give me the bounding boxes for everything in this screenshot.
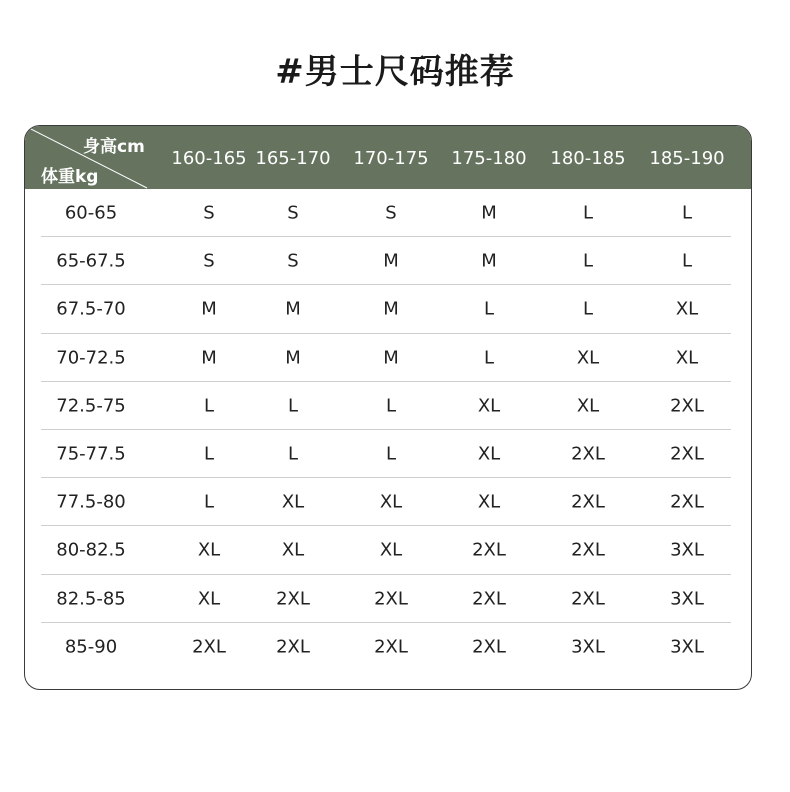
size-cell: XL xyxy=(197,539,221,561)
weight-cell: 72.5-75 xyxy=(56,395,126,417)
size-cell: M xyxy=(383,298,399,320)
size-cell: XL xyxy=(281,491,305,513)
size-cell: 2XL xyxy=(571,491,605,513)
size-cell: M xyxy=(383,347,399,369)
size-cell: M xyxy=(201,298,217,320)
size-cell: L xyxy=(681,250,693,272)
column-header: 165-170 xyxy=(255,148,331,169)
table-row xyxy=(25,382,751,430)
page-title: #男士尺码推荐 xyxy=(275,52,515,92)
size-cell: L xyxy=(483,298,495,320)
column-header: 175-180 xyxy=(451,148,527,169)
size-cell: 3XL xyxy=(670,636,704,658)
size-cell: XL xyxy=(281,539,305,561)
weight-cell: 60-65 xyxy=(64,202,118,224)
table-row xyxy=(25,478,751,526)
size-cell: L xyxy=(385,443,397,465)
size-cell: 2XL xyxy=(670,395,704,417)
size-cell: XL xyxy=(576,347,600,369)
column-header: 170-175 xyxy=(353,148,429,169)
table-row xyxy=(25,430,751,478)
size-cell: L xyxy=(287,395,299,417)
size-cell: M xyxy=(285,298,301,320)
size-cell: 2XL xyxy=(571,539,605,561)
size-cell: S xyxy=(203,250,215,272)
size-cell: L xyxy=(203,443,215,465)
size-cell: M xyxy=(201,347,217,369)
size-cell: 2XL xyxy=(670,443,704,465)
size-cell: M xyxy=(285,347,301,369)
size-cell: S xyxy=(287,202,299,224)
height-axis-label: 身高cm xyxy=(83,137,145,157)
weight-cell: 85-90 xyxy=(64,636,118,658)
weight-axis-label: 体重kg xyxy=(41,167,99,187)
size-cell: S xyxy=(385,202,397,224)
table-row xyxy=(25,237,751,285)
table-body xyxy=(25,189,751,671)
size-cell: XL xyxy=(477,395,501,417)
column-header: 180-185 xyxy=(550,148,626,169)
size-cell: 2XL xyxy=(276,636,310,658)
weight-cell: 65-67.5 xyxy=(56,250,126,272)
size-cell: 3XL xyxy=(670,539,704,561)
size-cell: 2XL xyxy=(571,443,605,465)
table-row xyxy=(25,189,751,237)
size-cell: L xyxy=(203,491,215,513)
table-row xyxy=(25,285,751,333)
header-corner-cell xyxy=(25,126,153,189)
size-cell: XL xyxy=(675,347,699,369)
column-header: 185-190 xyxy=(649,148,725,169)
weight-cell: 82.5-85 xyxy=(56,588,126,610)
size-cell: L xyxy=(385,395,397,417)
size-cell: L xyxy=(582,202,594,224)
weight-cell: 67.5-70 xyxy=(56,298,126,320)
size-cell: 2XL xyxy=(374,636,408,658)
size-cell: S xyxy=(287,250,299,272)
column-header: 160-165 xyxy=(171,148,247,169)
size-cell: L xyxy=(582,250,594,272)
size-cell: 2XL xyxy=(374,588,408,610)
size-table xyxy=(24,125,752,690)
size-cell: S xyxy=(203,202,215,224)
weight-cell: 75-77.5 xyxy=(56,443,126,465)
size-cell: XL xyxy=(379,491,403,513)
size-cell: 2XL xyxy=(472,636,506,658)
size-cell: L xyxy=(681,202,693,224)
table-header xyxy=(25,126,751,189)
size-cell: L xyxy=(582,298,594,320)
size-cell: XL xyxy=(576,395,600,417)
size-cell: XL xyxy=(477,491,501,513)
weight-cell: 77.5-80 xyxy=(56,491,126,513)
size-cell: 2XL xyxy=(276,588,310,610)
size-cell: XL xyxy=(379,539,403,561)
size-cell: 2XL xyxy=(192,636,226,658)
size-cell: 3XL xyxy=(670,588,704,610)
table-row xyxy=(25,526,751,574)
size-cell: M xyxy=(481,250,497,272)
size-cell: L xyxy=(287,443,299,465)
weight-cell: 70-72.5 xyxy=(56,347,126,369)
size-cell: M xyxy=(383,250,399,272)
size-cell: XL xyxy=(197,588,221,610)
size-cell: XL xyxy=(675,298,699,320)
table-row xyxy=(25,623,751,671)
weight-cell: 80-82.5 xyxy=(56,539,126,561)
size-cell: 2XL xyxy=(472,588,506,610)
table-row xyxy=(25,575,751,623)
size-cell: 2XL xyxy=(472,539,506,561)
size-cell: L xyxy=(483,347,495,369)
size-cell: M xyxy=(481,202,497,224)
size-cell: XL xyxy=(477,443,501,465)
size-cell: L xyxy=(203,395,215,417)
size-cell: 2XL xyxy=(670,491,704,513)
size-cell: 3XL xyxy=(571,636,605,658)
table-row xyxy=(25,334,751,382)
size-cell: 2XL xyxy=(571,588,605,610)
